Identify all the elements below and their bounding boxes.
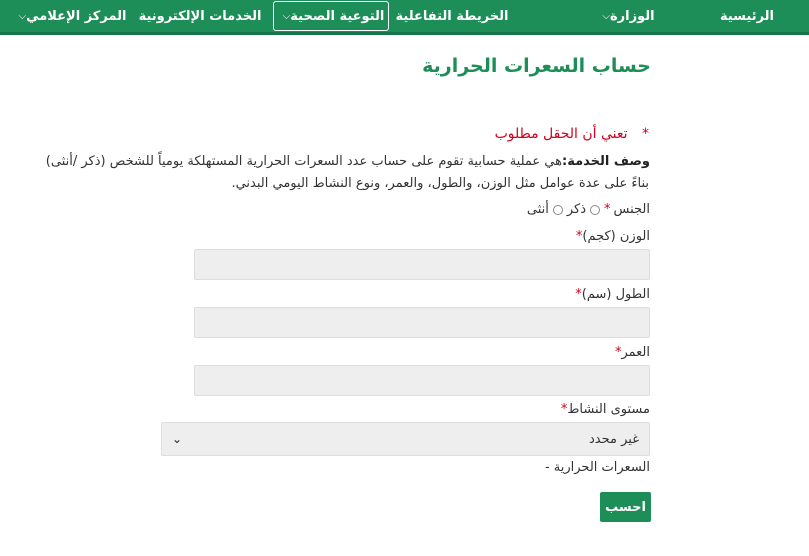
nav-item-label: التوعية الصحية: [290, 8, 385, 24]
nav-item-eservices[interactable]: [139, 4, 261, 29]
required-star: *: [614, 345, 622, 360]
calories-result: السعرات الحرارية -: [544, 460, 650, 475]
age-input[interactable]: [194, 365, 650, 396]
activity-label-text: مستوى النشاط: [567, 402, 650, 417]
gender-option-male: ذكر: [566, 202, 587, 217]
weight-label-text: الوزن (كجم): [582, 229, 650, 244]
activity-label: [561, 402, 650, 417]
page-title: حساب السعرات الحرارية: [422, 55, 651, 77]
gender-option-female: أنثى: [526, 202, 549, 217]
required-note-text: تعني أن الحقل مطلوب: [494, 126, 628, 142]
activity-level-select[interactable]: [161, 422, 650, 456]
height-label-text: الطول (سم): [581, 287, 650, 302]
description-text-2: بناءً على عدة عوامل مثل الوزن، والطول، والعمر، ونوع النشاط اليومي البدني.: [231, 176, 649, 191]
top-navigation-bar: [0, 0, 809, 35]
description-text-1: هي عملية حسابية تقوم على حساب عدد السعرات الحرارية المستهلكة يومياً للشخص (ذكر /أنثى): [45, 154, 562, 169]
age-label-text: العمر: [621, 345, 650, 360]
age-label: [615, 345, 650, 360]
description-line-1: [0, 151, 809, 173]
gender-radio-male[interactable]: [590, 205, 600, 215]
nav-item-health-awareness[interactable]: [273, 1, 389, 31]
description-line-2: [0, 173, 809, 195]
gender-field: [527, 202, 650, 217]
chevron-down-icon: ⌄: [172, 432, 183, 446]
gender-radio-female[interactable]: [553, 205, 563, 215]
nav-item-label: الخدمات الإلكترونية: [138, 9, 262, 24]
required-star: *: [604, 202, 611, 217]
required-star: *: [642, 126, 649, 142]
chevron-down-icon: ⌵: [282, 10, 291, 22]
required-star: *: [575, 229, 583, 244]
calculate-button[interactable]: احسب: [600, 492, 651, 522]
nav-item-media-center[interactable]: [14, 4, 126, 29]
nav-item-label: الخريطة التفاعلية: [395, 9, 509, 24]
height-input[interactable]: [194, 307, 650, 338]
chevron-down-icon: ⌵: [18, 11, 27, 22]
required-star: *: [575, 287, 582, 302]
service-description: [0, 151, 809, 195]
chevron-down-icon: ⌵: [602, 11, 610, 22]
nav-item-ministry[interactable]: [586, 4, 666, 29]
activity-selected-value: غير محدد: [589, 431, 639, 447]
weight-label: [576, 229, 650, 244]
gender-label: الجنس: [613, 202, 650, 217]
required-star: *: [560, 402, 568, 417]
height-label: [575, 287, 650, 302]
nav-item-label: المركز الإعلامي: [26, 9, 127, 24]
description-label: وصف الخدمة:: [562, 154, 650, 169]
nav-item-label: الرئيسية: [719, 9, 775, 24]
nav-item-label: الوزارة: [610, 9, 655, 24]
nav-item-home[interactable]: [712, 4, 782, 29]
required-field-note: [495, 126, 649, 142]
weight-input[interactable]: [194, 249, 650, 280]
nav-item-interactive-map[interactable]: [392, 4, 512, 29]
